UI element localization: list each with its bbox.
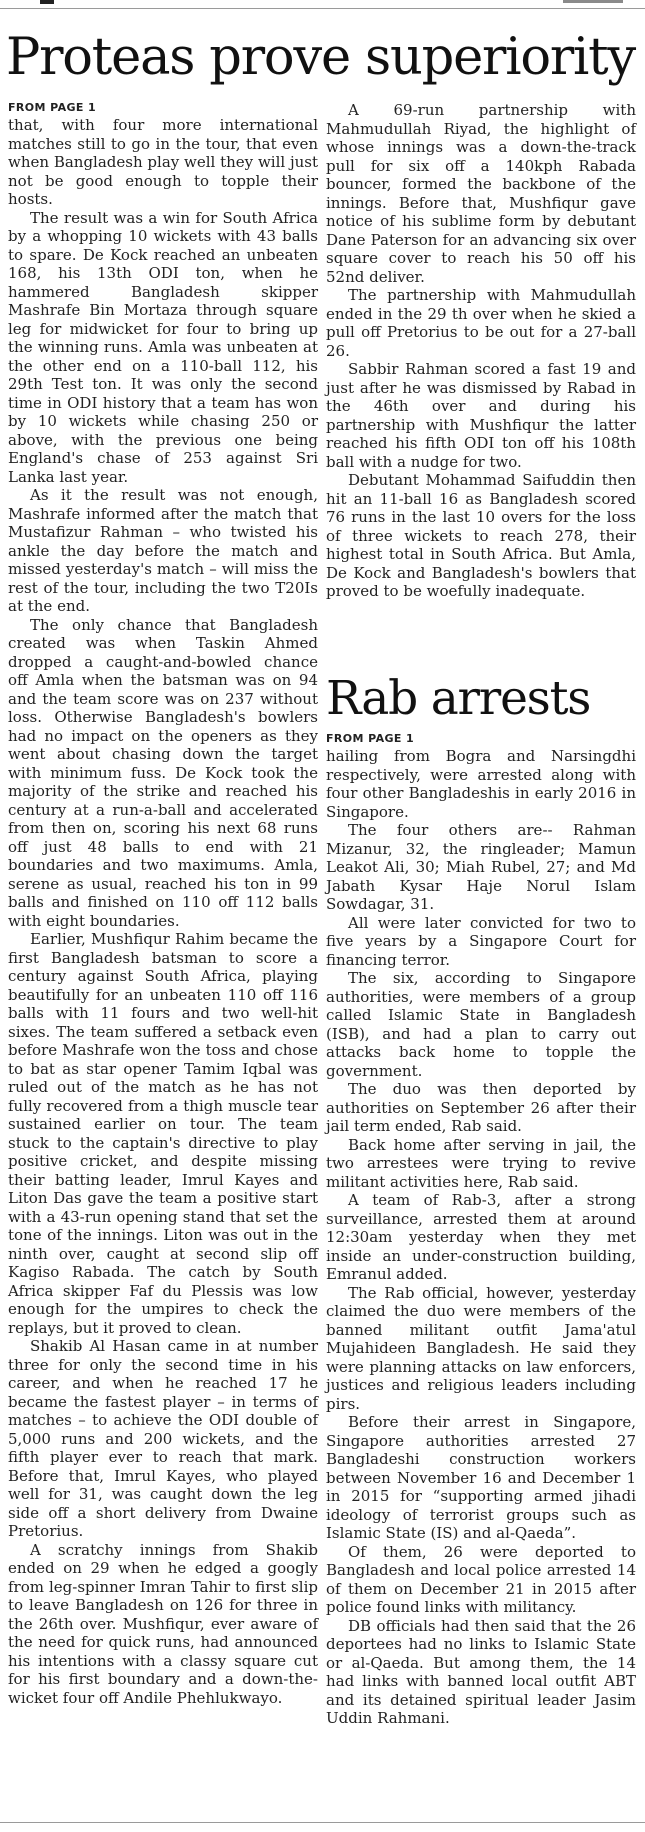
- paragraph: A team of Rab-3, after a strong surveillance, arrested them at around 12:30am yesterday when they met inside an under-construction building, Emranul added.: [326, 1191, 636, 1283]
- paragraph: Earlier, Mushfiqur Rahim became the first Bangladesh batsman to score a century against South Africa, playing beautifully for an unbeaten 110 off 116 balls with 11 fours and two well-hit sixes. The team suffered a setback even before Mashrafe won the toss and chose to bat as star opener Tamim Iqbal was ruled out of the match as he has not fully recovered from a thigh muscle tear sustained earlier on tour. The team stuck to the captain's directive to play positive cricket, and despite missing their batting leader, Imrul Kayes and Liton Das gave the team a positive start with a 43-run opening stand that set the tone of the innings. Liton was out in the ninth over, caught at second slip off Kagiso Rabada. The catch by South Africa skipper Faf du Plessis was low enough for the umpires to check the replays, but it proved to clean.: [8, 930, 318, 1337]
- second-headline: Rab arrests: [326, 671, 591, 726]
- page-header-rule: [0, 0, 645, 9]
- paragraph: Before their arrest in Singapore, Singapore authorities arrested 27 Bangladeshi construction workers between November 16 and December 1 in 2015 for “supporting armed jihadi ideology of terrorist groups such as Islamic State (IS) and al-Qaeda”.: [326, 1413, 636, 1542]
- page-bottom-rule: [0, 1822, 645, 1823]
- paragraph: A 69-run partnership with Mahmudullah Riyad, the highlight of whose innings was a down-the-track pull for six off a 140kph Rabada bouncer, formed the backbone of the innings. Before that, Mushfiqur gave notice of his sublime form by debutant Dane Paterson for an advancing six over square cover to reach his 50 off his 52nd deliver.: [326, 101, 636, 286]
- paragraph: Debutant Mohammad Saifuddin then hit an 11-ball 16 as Bangladesh scored 76 runs in the last 10 overs for the loss of three wickets to reach 278, their highest total in South Africa. But Amla, De Kock and Bangladesh's bowlers that proved to be woefully inadequate.: [326, 471, 636, 600]
- header-date-fragment: [563, 0, 623, 3]
- paragraph: that, with four more international matches still to go in the tour, that even when Bangladesh play well they will just not be good enough to topple their hosts.: [8, 116, 318, 208]
- paragraph: hailing from Bogra and Narsingdhi respectively, were arrested along with four other Bangladeshis in early 2016 in Singapore.: [326, 747, 636, 821]
- paragraph: A scratchy innings from Shakib ended on 29 when he edged a googly from leg-spinner Imran Tahir to first slip to leave Bangladesh on 126 for three in the 26th over. Mushfiqur, ever aware of the need for quick runs, had announced his intentions with a classy square cut for his first boundary and a down-the-wicket four off Andile Phehlukwayo.: [8, 1540, 318, 1707]
- continued-from-label: FROM PAGE 1: [326, 732, 415, 745]
- paragraph: Back home after serving in jail, the two arrestees were trying to revive militant activities here, Rab said.: [326, 1135, 636, 1191]
- paragraph: The result was a win for South Africa by a whopping 10 wickets with 43 balls to spare. De Kock reached an unbeaten 168, his 13th ODI ton, when he hammered Bangladesh skipper Mashrafe Bin Mortaza through square leg for midwicket for four to bring up the winning runs. Amla was unbeaten at the other end on a 110-ball 112, his 29th Test ton. It was only the second time in ODI history that a team has won by 10 wickets while chasing 250 or above, with the previous one being England's chase of 253 against Sri Lanka last year.: [8, 208, 318, 486]
- paragraph: Shakib Al Hasan came in at number three for only the second time in his career, and when he reached 17 he became the fastest player – in terms of matches – to achieve the ODI double of 5,000 runs and 200 wickets, and the fifth player ever to reach that mark. Before that, Imrul Kayes, who played well for 31, was caught down the leg side off a short delivery from Dwaine Pretorius.: [8, 1337, 318, 1540]
- paragraph: The six, according to Singapore authorities, were members of a group called Islamic State in Bangladesh (ISB), and had a plan to carry out attacks back home to topple the government.: [326, 969, 636, 1080]
- paragraph: Sabbir Rahman scored a fast 19 and just after he was dismissed by Rabad in the 46th over and during his partnership with Mushfiqur the latter reached his fifth ODI ton off his 108th ball with a nudge for two.: [326, 360, 636, 471]
- header-fragment: [40, 0, 54, 4]
- paragraph: All were later convicted for two to five years by a Singapore Court for financing terror.: [326, 913, 636, 969]
- paragraph: Of them, 26 were deported to Bangladesh and local police arrested 14 of them on December 21 in 2015 after police found links with militancy.: [326, 1542, 636, 1616]
- paragraph: The duo was then deported by authorities on September 26 after their jail term ended, Rab said.: [326, 1080, 636, 1135]
- paragraph: The Rab official, however, yesterday claimed the duo were members of the banned militant outfit Jama'atul Mujahideen Bangladesh. He said they were planning attacks on law enforcers, justices and religious leaders including pirs.: [326, 1283, 636, 1413]
- continued-from-label: FROM PAGE 1: [8, 101, 97, 114]
- paragraph: As it the result was not enough, Mashrafe informed after the match that Mustafizur Rahman – who twisted his ankle the day before the match and missed yesterday's match – will miss the rest of the tour, including the two T20Is at the end.: [8, 486, 318, 615]
- paragraph: DB officials had then said that the 26 deportees had no links to Islamic State or al-Qaeda. But among them, the 14 had links with banned local outfit ABT and its detained spiritual leader Jasim Uddin Rahmani.: [326, 1616, 636, 1727]
- second-story-column: [326, 732, 636, 1728]
- paragraph: The four others are-- Rahman Mizanur, 32, the ringleader; Mamun Leakot Ali, 30; Miah Rubel, 27; and Md Jabath Kysar Haje Norul Islam Sowdagar, 31.: [326, 821, 636, 913]
- main-story-column-2: [326, 101, 636, 601]
- paragraph: The only chance that Bangladesh created was when Taskin Ahmed dropped a caught-and-bowled chance off Amla when the batsman was on 94 and the team score was on 237 without loss. Otherwise Bangladesh's bowlers had no impact on the openers as they went about chasing down the target with minimum fuss. De Kock took the majority of the strike and reached his century at a run-a-ball and accelerated from then on, scoring his next 68 runs off just 48 balls to end with 21 boundaries and two maximums. Amla, serene as usual, reached his ton in 99 balls and finished on 110 off 112 balls with eight boundaries.: [8, 615, 318, 930]
- main-story-column-1: [8, 101, 318, 1707]
- main-headline: Proteas prove superiority: [6, 28, 636, 87]
- paragraph: The partnership with Mahmudullah ended in the 29 th over when he skied a pull off Pretorius to be out for a 27-ball 26.: [326, 286, 636, 360]
